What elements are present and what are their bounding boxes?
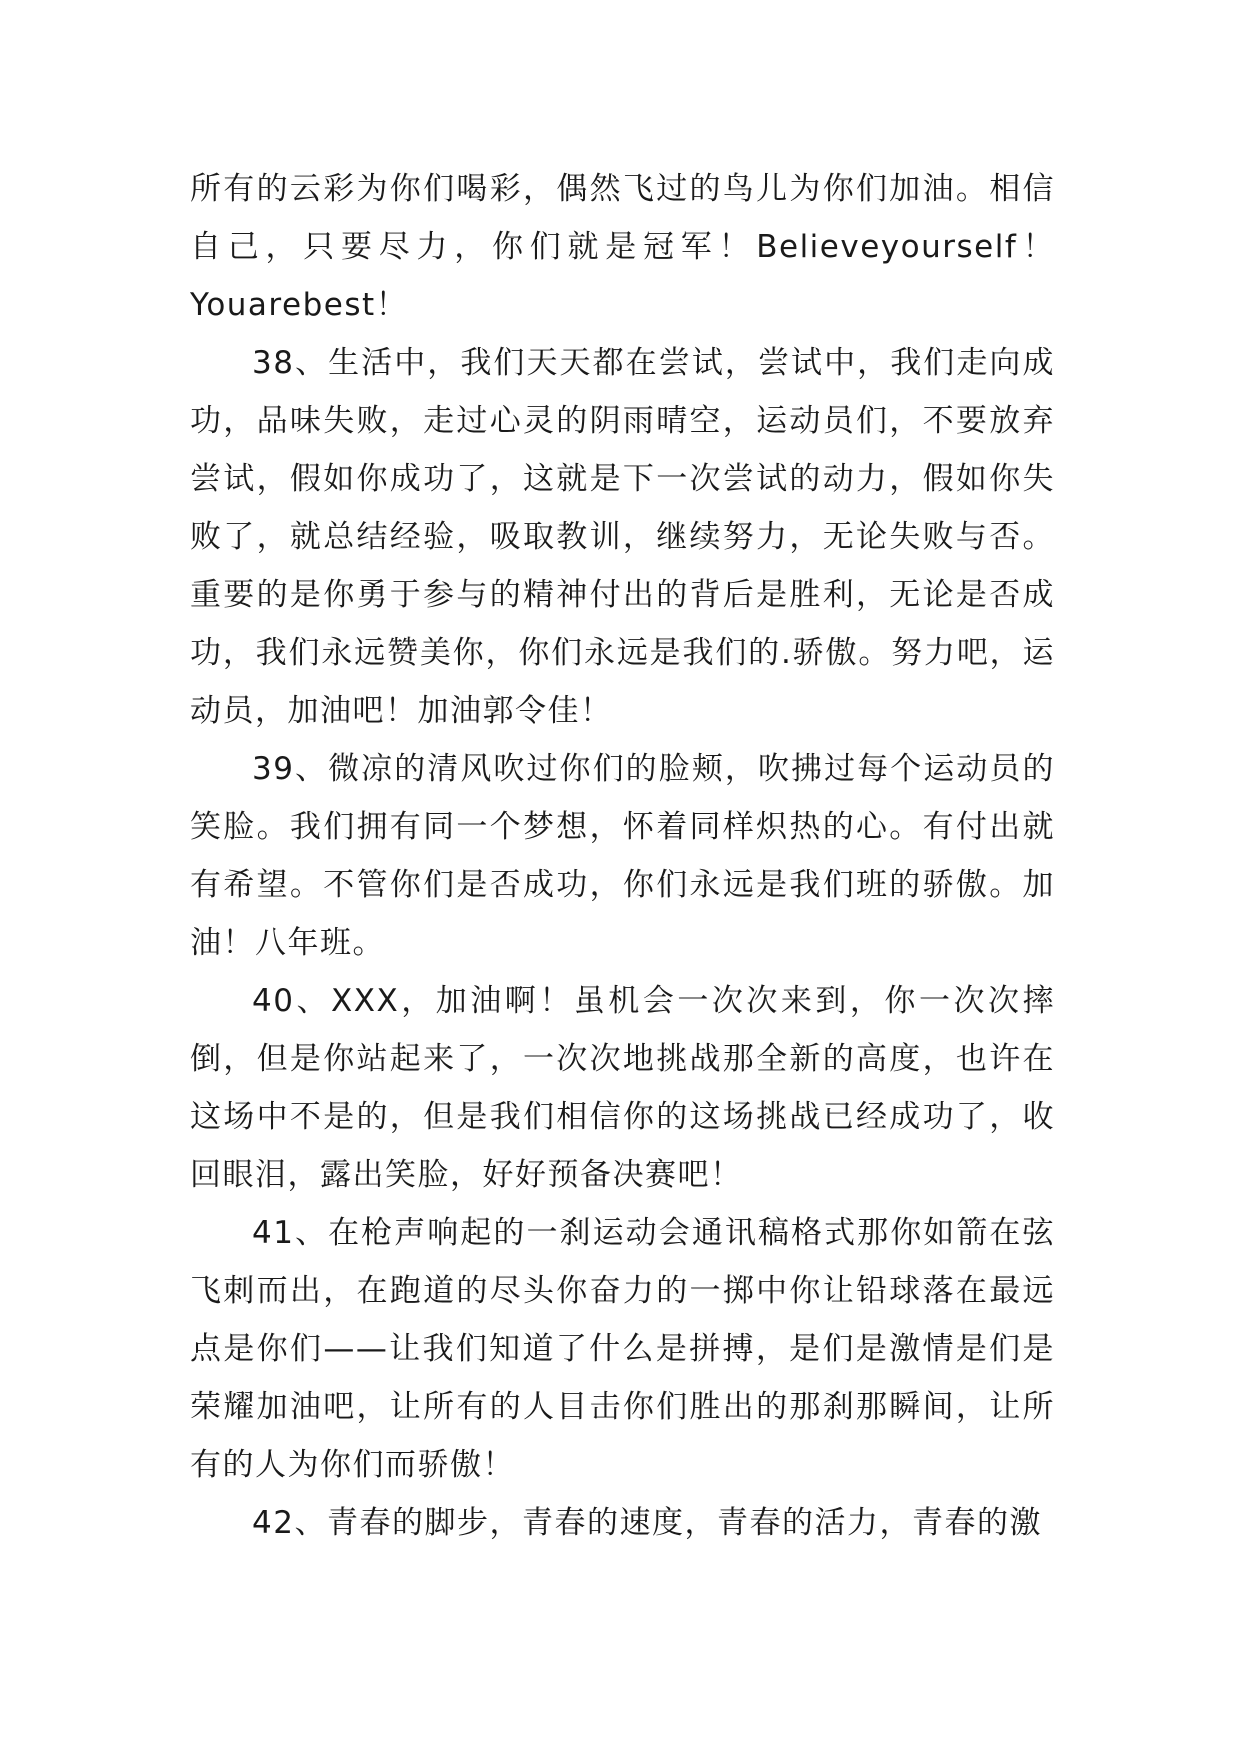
paragraph-41: 41、在枪声响起的一刹运动会通讯稿格式那你如箭在弦飞刺而出，在跑道的尽头你奋力的一掷中你让铅球落在最远点是你们——让我们知道了什么是拼搏，是们是激情是们是荣耀加油吧，让所有的人目击你们胜出的那刹那瞬间，让所有的人为你们而骄傲！ [190, 1215, 1055, 1483]
paragraph-38: 38、生活中，我们天天都在尝试，尝试中，我们走向成功，品味失败，走过心灵的阴雨晴空，运动员们，不要放弃尝试，假如你成功了，这就是下一次尝试的动力，假如你失败了，就总结经验，吸取教训，继续努力，无论失败与否。重要的是你勇于参与的精神付出的背后是胜利，无论是否成功，我们永远赞美你，你们永远是我们的.骄傲。努力吧，运动员，加油吧！加油郭令佳！ [190, 345, 1055, 729]
paragraph-42: 42、青春的脚步，青春的速度，青春的活力，青春的激 [252, 1505, 1042, 1541]
paragraph-continued: 所有的云彩为你们喝彩，偶然飞过的鸟儿为你们加油。相信自己，只要尽力，你们就是冠军！Believeyourself！Youarebest！ [190, 171, 1055, 323]
paragraph-40: 40、XXX，加油啊！虽机会一次次来到，你一次次摔倒，但是你站起来了，一次次地挑战那全新的高度，也许在这场中不是的，但是我们相信你的这场挑战已经成功了，收回眼泪，露出笑脸，好好预备决赛吧！ [190, 983, 1055, 1193]
document-body [190, 160, 1055, 1552]
paragraph-39: 39、微凉的清风吹过你们的脸颊，吹拂过每个运动员的笑脸。我们拥有同一个梦想，怀着同样炽热的心。有付出就有希望。不管你们是否成功，你们永远是我们班的骄傲。加油！八年班。 [190, 751, 1055, 961]
